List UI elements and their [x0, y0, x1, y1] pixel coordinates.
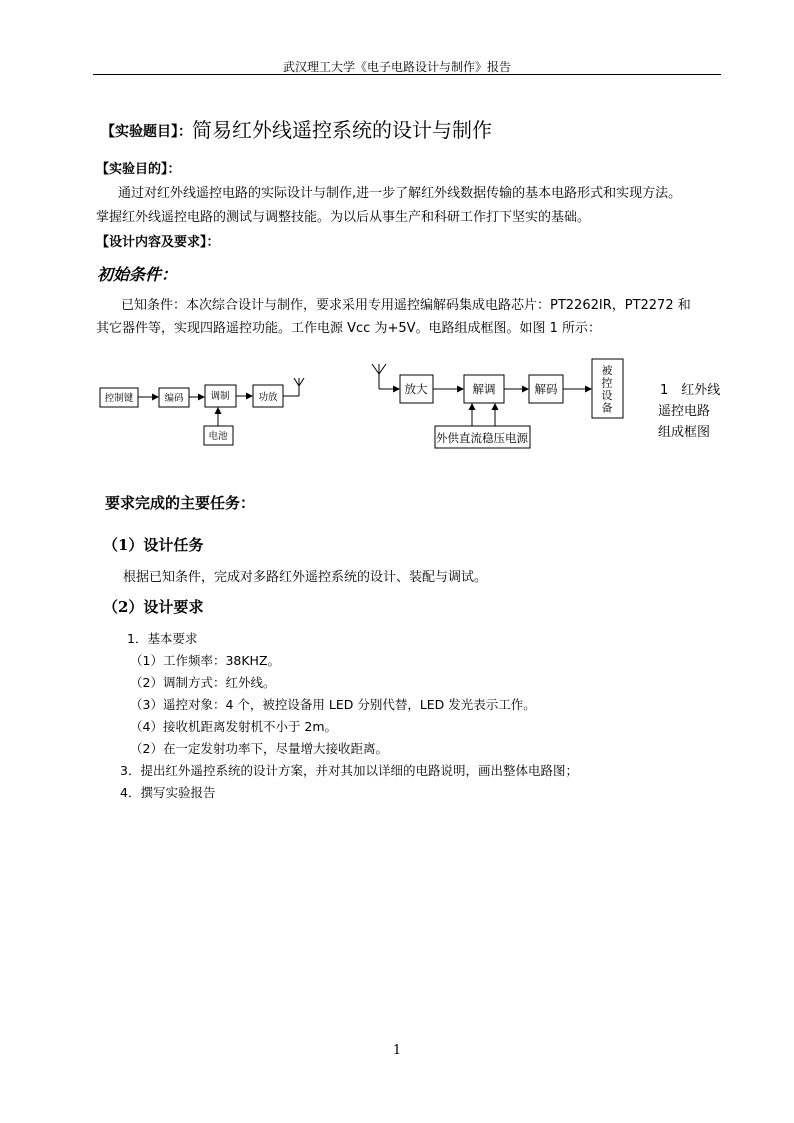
requirement-item: （3）遥控对象：4 个，被控设备用 LED 分别代替，LED 发光表示工作。 [130, 697, 536, 712]
requirement-item: （2）调制方式：红外线。 [130, 675, 276, 690]
initial-heading: 初始条件： [97, 265, 178, 284]
figure-caption-1: 1 红外线 [660, 383, 721, 398]
requirement-item: 3．提出红外遥控系统的设计方案，并对其加以详细的电路说明，画出整体电路图； [120, 763, 578, 778]
page-number: 1 [392, 1043, 402, 1058]
page-title: 简易红外线遥控系统的设计与制作 [192, 118, 492, 142]
initial-line-1: 已知条件：本次综合设计与制作，要求采用专用遥控编解码集成电路芯片：PT2262IR，PT2272 和 [121, 298, 691, 313]
figure-caption-3: 组成框图 [658, 425, 711, 440]
tx-encoder-label: 编码 [164, 393, 184, 404]
tx-modulator-label: 调制 [210, 391, 230, 402]
task1-heading: （1）设计任务 [103, 536, 204, 554]
running-header: 武汉理工大学《电子电路设计与制作》报告 [282, 60, 511, 74]
purpose-heading: 【实验目的】： [96, 162, 181, 177]
tasks-heading: 要求完成的主要任务： [105, 494, 256, 512]
requirement-item: （2）在一定发射功率下，尽量增大接收距离。 [130, 741, 388, 756]
rx-power-label: 外供直流稳压电源 [436, 431, 528, 445]
rx-decoder-label: 解码 [534, 382, 558, 396]
requirement-item: （1）工作频率：38KHZ。 [130, 653, 281, 668]
requirement-item: 1．基本要求 [127, 631, 198, 646]
tx-battery-label: 电池 [208, 431, 228, 442]
design-heading: 【设计内容及要求】： [96, 235, 220, 250]
requirement-item: 4．撰写实验报告 [120, 785, 216, 800]
initial-line-2: 其它器件等，实现四路遥控功能。工作电源 Vcc 为+5V。电路组成框图。如图 1 所示： [96, 321, 602, 336]
task1-text: 根据已知条件，完成对多路红外遥控系统的设计、装配与调试。 [123, 570, 488, 585]
tx-keypad-label: 控制键 [104, 393, 134, 404]
task2-heading: （2）设计要求 [103, 598, 204, 616]
purpose-line-2: 掌握红外线遥控电路的测试与调整技能。为以后从事生产和科研工作打下坚实的基础。 [96, 210, 591, 225]
rx-device-label: 被控设备 [601, 364, 613, 415]
tx-power-amp-label: 功放 [258, 392, 278, 403]
rx-demodulator-label: 解调 [472, 382, 496, 396]
figure-caption-2: 遥控电路 [658, 404, 711, 419]
rx-amplifier-label: 放大 [404, 382, 428, 396]
title-label: 【实验题目】： [101, 124, 192, 140]
requirement-item: （4）接收机距离发射机不小于 2m。 [130, 719, 338, 734]
purpose-line-1: 通过对红外线遥控电路的实际设计与制作,进一步了解红外线数据传输的基本电路形式和实现方法。 [118, 186, 682, 201]
